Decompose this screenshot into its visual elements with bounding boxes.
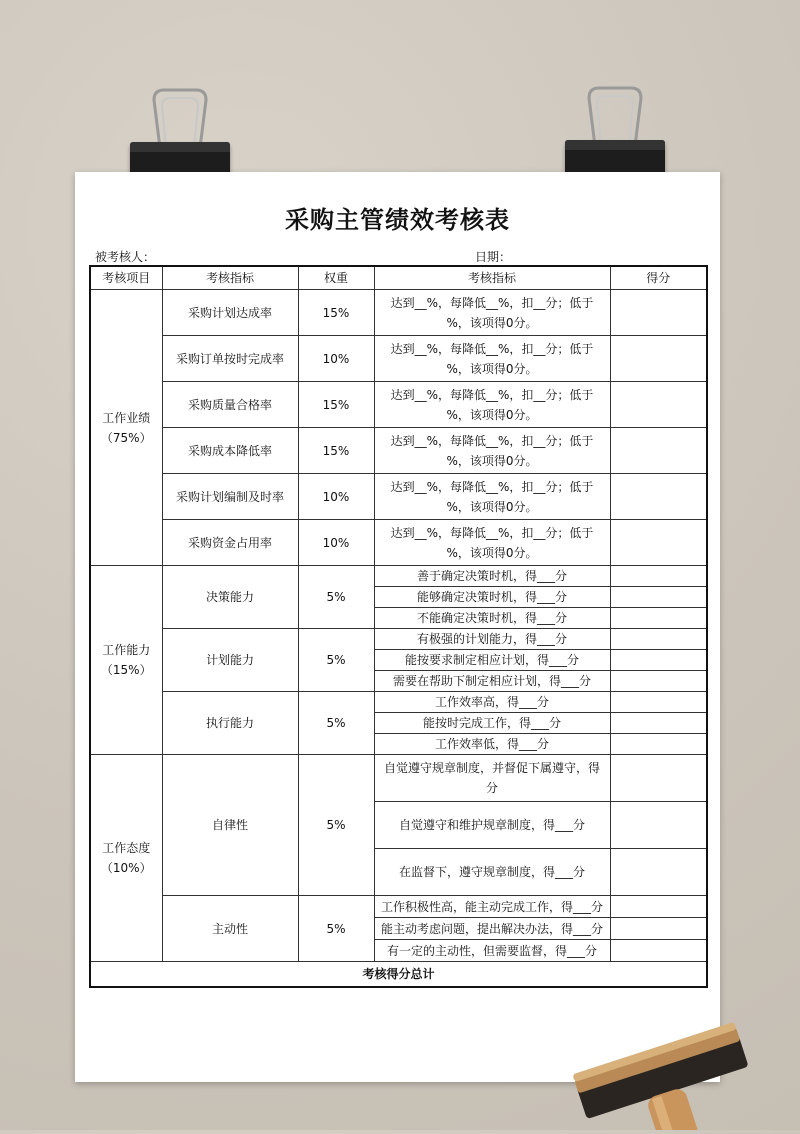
criteria-cell: 自觉遵守和维护规章制度，得___分 [374, 802, 610, 849]
category-cell [90, 566, 162, 755]
total-label: 考核得分总计 [90, 962, 707, 988]
evaluation-sheet [75, 172, 720, 1082]
column-header: 考核指标 [162, 266, 298, 290]
score-cell[interactable] [610, 474, 707, 520]
score-cell[interactable] [610, 382, 707, 428]
score-cell[interactable] [610, 608, 707, 629]
indicator-cell: 主动性 [162, 896, 298, 962]
total-row [90, 962, 707, 988]
criteria-cell: 需要在帮助下制定相应计划，得___分 [374, 671, 610, 692]
criteria-cell: 能按要求制定相应计划，得___分 [374, 650, 610, 671]
score-cell[interactable] [610, 650, 707, 671]
score-cell[interactable] [610, 566, 707, 587]
criteria-text: %，该项得0分。 [446, 453, 538, 468]
criteria-cell: 在监督下，遵守规章制度，得___分 [374, 849, 610, 896]
criteria-cell: 能主动考虑问题，提出解决办法，得___分 [374, 918, 610, 940]
category-name: 工作能力 [102, 643, 151, 657]
score-cell[interactable] [610, 940, 707, 962]
category-weight: （15%） [100, 663, 152, 677]
category-name: 工作态度 [102, 841, 151, 855]
weight-cell: 5% [298, 896, 374, 962]
criteria-text: 达到__%，每降低__%，扣__分；低于 [390, 387, 594, 402]
criteria-text: 达到__%，每降低__%，扣__分；低于 [390, 525, 594, 540]
table-header-row [90, 266, 707, 290]
score-cell[interactable] [610, 896, 707, 918]
criteria-cell [374, 474, 610, 520]
criteria-text: 达到__%，每降低__%，扣__分；低于 [390, 341, 594, 356]
criteria-text: %，该项得0分。 [446, 407, 538, 422]
weight-cell: 10% [298, 336, 374, 382]
indicator-cell: 计划能力 [162, 629, 298, 692]
criteria-cell [374, 290, 610, 336]
category-name: 工作业绩 [102, 410, 151, 425]
score-cell[interactable] [610, 587, 707, 608]
criteria-cell: 有极强的计划能力，得___分 [374, 629, 610, 650]
table-row [90, 566, 707, 587]
column-header: 考核指标 [374, 266, 610, 290]
criteria-text: %，该项得0分。 [446, 315, 538, 330]
weight-cell: 10% [298, 520, 374, 566]
weight-cell: 10% [298, 474, 374, 520]
category-weight: （75%） [100, 430, 152, 445]
score-cell[interactable] [610, 520, 707, 566]
score-cell[interactable] [610, 755, 707, 802]
criteria-text: %，该项得0分。 [446, 361, 538, 376]
table-row [90, 896, 707, 918]
criteria-cell [374, 382, 610, 428]
criteria-text: 自觉遵守规章制度，并督促下属遵守，得 [383, 761, 600, 775]
criteria-cell: 善于确定决策时机，得___分 [374, 566, 610, 587]
date-label: 日期： [475, 250, 512, 264]
category-cell [90, 755, 162, 962]
criteria-text: 达到__%，每降低__%，扣__分；低于 [390, 295, 594, 310]
score-cell[interactable] [610, 428, 707, 474]
table-row [90, 755, 707, 802]
table-row [90, 382, 707, 428]
table-row [90, 520, 707, 566]
score-cell[interactable] [610, 692, 707, 713]
table-row [90, 290, 707, 336]
indicator-cell: 决策能力 [162, 566, 298, 629]
criteria-text: 达到__%，每降低__%，扣__分；低于 [390, 433, 594, 448]
score-cell[interactable] [610, 802, 707, 849]
indicator-cell: 采购计划编制及时率 [162, 474, 298, 520]
criteria-cell: 能按时完成工作，得___分 [374, 713, 610, 734]
criteria-text: 达到__%，每降低__%，扣__分；低于 [390, 479, 594, 494]
weight-cell: 5% [298, 692, 374, 755]
indicator-cell: 采购成本降低率 [162, 428, 298, 474]
column-header: 权重 [298, 266, 374, 290]
table-row [90, 692, 707, 713]
weight-cell: 5% [298, 629, 374, 692]
indicator-cell: 采购资金占用率 [162, 520, 298, 566]
weight-cell: 15% [298, 290, 374, 336]
criteria-text: 分 [485, 781, 498, 795]
score-cell[interactable] [610, 918, 707, 940]
table-row [90, 629, 707, 650]
criteria-cell [374, 755, 610, 802]
criteria-cell [374, 520, 610, 566]
wooden-stamp-icon [555, 1000, 800, 1130]
indicator-cell: 采购计划达成率 [162, 290, 298, 336]
criteria-text: %，该项得0分。 [446, 499, 538, 514]
score-cell[interactable] [610, 629, 707, 650]
category-weight: （10%） [100, 861, 152, 875]
criteria-cell [374, 428, 610, 474]
score-cell[interactable] [610, 336, 707, 382]
column-header: 考核项目 [90, 266, 162, 290]
criteria-cell: 工作积极性高，能主动完成工作，得___分 [374, 896, 610, 918]
criteria-cell: 能够确定决策时机，得___分 [374, 587, 610, 608]
weight-cell: 5% [298, 566, 374, 629]
indicator-cell: 执行能力 [162, 692, 298, 755]
table-row [90, 474, 707, 520]
criteria-cell: 有一定的主动性，但需要监督，得___分 [374, 940, 610, 962]
criteria-cell: 工作效率低，得___分 [374, 734, 610, 755]
indicator-cell: 采购质量合格率 [162, 382, 298, 428]
column-header: 得分 [610, 266, 707, 290]
score-cell[interactable] [610, 734, 707, 755]
page-title: 采购主管绩效考核表 [285, 206, 510, 234]
category-cell [90, 290, 162, 566]
indicator-cell: 采购订单按时完成率 [162, 336, 298, 382]
score-cell[interactable] [610, 713, 707, 734]
weight-cell: 5% [298, 755, 374, 896]
table-row [90, 428, 707, 474]
score-cell[interactable] [610, 849, 707, 896]
evaluation-table [89, 265, 708, 988]
criteria-cell: 工作效率高，得___分 [374, 692, 610, 713]
weight-cell: 15% [298, 382, 374, 428]
criteria-text: %，该项得0分。 [446, 545, 538, 560]
criteria-cell [374, 336, 610, 382]
score-cell[interactable] [610, 290, 707, 336]
table-row [90, 336, 707, 382]
criteria-cell: 不能确定决策时机，得___分 [374, 608, 610, 629]
reviewee-label: 被考核人： [95, 250, 156, 264]
indicator-cell: 自律性 [162, 755, 298, 896]
weight-cell: 15% [298, 428, 374, 474]
score-cell[interactable] [610, 671, 707, 692]
